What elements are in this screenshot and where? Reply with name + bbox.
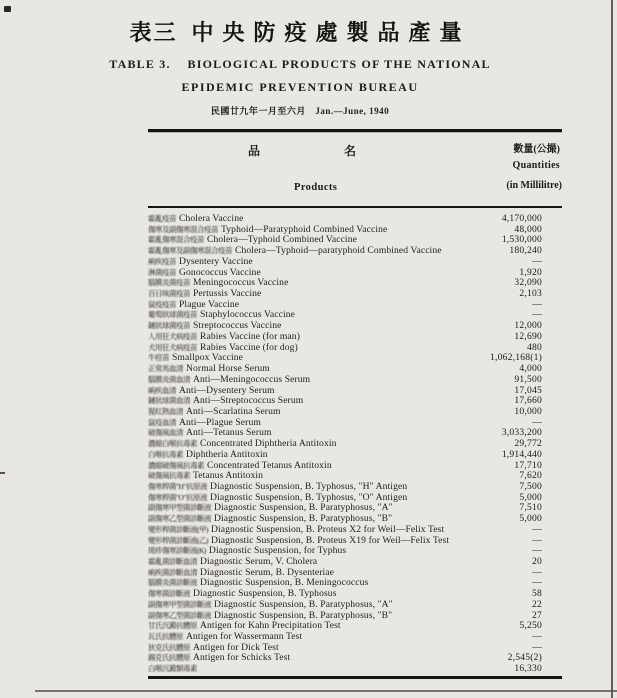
- subtitle-en-line1: BIOLOGICAL PRODUCTS OF THE NATIONAL: [187, 57, 491, 71]
- table-row: [148, 341, 562, 352]
- product-name-chinese: 副傷寒乙型菌診斷液: [148, 514, 211, 524]
- product-name-chinese: 狄克氏抗體原: [148, 642, 190, 652]
- table-row: [148, 651, 562, 662]
- col-header-products: Products: [294, 182, 338, 193]
- quantity-cell: 48,000: [514, 223, 542, 235]
- product-name-english: Diagnostic Suspension, B. Paratyphosus, "A": [214, 502, 393, 514]
- table-row: [148, 426, 562, 437]
- table-row: [148, 598, 562, 609]
- quantity-cell: 58: [532, 588, 542, 600]
- table-row: [148, 223, 562, 234]
- product-name-chinese: 副傷寒甲型菌診斷液: [148, 503, 211, 513]
- table-row: [148, 501, 562, 512]
- product-name-english: Diagnostic Serum, B. Dysenteriae: [200, 566, 335, 578]
- quantity-cell: 22: [532, 598, 542, 610]
- table-rule-header-bottom: [148, 206, 562, 208]
- table-column-headers: [148, 132, 562, 204]
- table-row: [148, 287, 562, 298]
- product-name-cell: [148, 662, 200, 675]
- table-row: [148, 534, 562, 545]
- product-name-chinese: 霍亂疫苗: [148, 214, 176, 223]
- product-name-english: Diagnostic Suspension, B. Paratyphosus, "B": [214, 609, 393, 621]
- product-name-english: Meningococcus Vaccine: [193, 277, 289, 289]
- quantity-cell: 12,000: [514, 320, 542, 332]
- table-row: [148, 437, 562, 448]
- quantity-cell: 7,620: [519, 470, 542, 482]
- product-name-chinese: 霍亂傷寒及副傷寒混合疫苗: [148, 246, 232, 256]
- quantity-cell: 10,000: [514, 405, 542, 417]
- quantity-cell: 20: [532, 556, 542, 567]
- subtitle-en-line2: EPIDEMIC PREVENTION BUREAU: [181, 80, 419, 94]
- quantity-cell: 27: [532, 609, 542, 621]
- product-name-english: Concentrated Diphtheria Antitoxin: [200, 438, 337, 450]
- quantity-cell: 480: [527, 341, 542, 353]
- product-name-cell: [148, 244, 442, 257]
- table-row: [148, 308, 562, 319]
- product-name-chinese: 錫克氏抗體原: [148, 653, 190, 663]
- table-row: [148, 319, 562, 330]
- product-name-english: Anti—Plague Serum: [179, 416, 261, 428]
- table-row: [148, 448, 562, 459]
- product-name-english: Anti—Scarlatina Serum: [186, 405, 281, 417]
- quantity-cell: 4,170,000: [501, 213, 542, 224]
- table-row: [148, 384, 562, 395]
- scan-speck-top-left: [4, 6, 11, 12]
- product-name-chinese: 副傷寒乙型菌診斷液: [148, 610, 211, 620]
- table-row: [148, 491, 562, 502]
- table-row: [148, 276, 562, 287]
- product-name-english: Antigen for Kahn Precipitation Test: [200, 620, 341, 632]
- table-label-english: [0, 57, 600, 72]
- product-name-chinese: 葡萄狀球菌疫苗: [148, 310, 197, 320]
- quantity-cell: —: [532, 566, 542, 578]
- product-name-chinese: 腦膜炎菌血清: [148, 374, 190, 384]
- table-row: [148, 266, 562, 277]
- quantity-cell: —: [532, 416, 542, 428]
- product-name-english: Smallpox Vaccine: [172, 352, 243, 364]
- product-name-english: Diagnostic Suspension, B. Meningococcus: [200, 577, 369, 589]
- product-name-english: Anti—Streptococcus Serum: [193, 395, 304, 407]
- product-name-chinese: 副傷寒甲型菌診斷液: [148, 599, 211, 609]
- table-row: [148, 373, 562, 384]
- product-name-chinese: 傷寒桿菌"H"抗原液: [148, 481, 208, 491]
- product-name-chinese: 霍亂菌診斷血清: [148, 557, 197, 566]
- product-name-chinese: 百日咳菌疫苗: [148, 289, 190, 299]
- product-name-chinese: 濃縮破傷風抗毒素: [148, 460, 204, 470]
- table-row: [148, 233, 562, 244]
- table-row: [148, 394, 562, 405]
- scan-edge-right: [611, 0, 613, 698]
- product-name-chinese: 痢疾血清: [148, 385, 176, 395]
- table-row: [148, 480, 562, 491]
- quantity-cell: 17,710: [514, 459, 542, 471]
- products-table: [148, 129, 562, 679]
- product-name-english: Diagnostic Suspension, B. Typhosus, "H" Antigen: [210, 480, 408, 492]
- quantity-cell: 2,545(2): [507, 652, 542, 664]
- product-name-chinese: 痢疾疫苗: [148, 256, 176, 266]
- quantity-cell: —: [532, 641, 542, 653]
- product-name-chinese: 傷寒桿菌"O"抗原液: [148, 492, 208, 502]
- product-name-english: Diagnostic Suspension, B. Proteus X2 for Weil—Felix Test: [211, 523, 445, 535]
- table-row: [148, 555, 562, 566]
- product-name-chinese: 破傷風抗毒素: [148, 471, 190, 481]
- quantity-cell: 180,240: [509, 245, 542, 257]
- product-name-chinese: 腦膜炎菌診斷液: [148, 578, 197, 588]
- quantity-cell: 2,103: [519, 288, 542, 300]
- quantity-cell: 7,500: [519, 480, 542, 492]
- product-name-english: Cholera—Typhoid Combined Vaccine: [207, 234, 357, 246]
- table-row: [148, 512, 562, 523]
- document-header: [0, 16, 600, 117]
- product-name-english: Staphylococcus Vaccine: [200, 309, 295, 321]
- product-name-english: Cholera—Typhoid—paratyphoid Combined Vaccine: [235, 245, 442, 257]
- scan-edge-bottom: [35, 690, 617, 692]
- product-name-chinese: 痢疾菌診斷血清: [148, 567, 197, 577]
- quantity-cell: 91,500: [514, 373, 542, 385]
- product-name-english: Diagnostic Suspension, B. Paratyphosus, "B": [214, 513, 393, 525]
- quantity-cell: 16,330: [514, 663, 542, 675]
- product-name-english: Diagnostic Serum, V. Cholera: [200, 556, 318, 567]
- product-name-chinese: 牛痘苗: [148, 353, 169, 363]
- quantity-cell: 1,914,440: [501, 448, 542, 460]
- quantity-cell: 29,772: [514, 438, 542, 450]
- product-name-chinese: 破傷風血清: [148, 428, 183, 438]
- product-name-chinese: 傷寒菌診斷液: [148, 589, 190, 599]
- product-name-english: Anti—Meningococcus Serum: [193, 373, 311, 385]
- product-name-chinese: 變形桿菌診斷液(乙): [148, 535, 208, 545]
- col-header-millilitre: (in Millilitre): [506, 180, 562, 191]
- table-row: [148, 212, 562, 223]
- col-header-name-zh-1: 品: [248, 144, 261, 158]
- product-name-english: Streptococcus Vaccine: [193, 320, 282, 332]
- product-name-english: Diagnostic Suspension, B. Proteus X19 for Weil—Felix Test: [211, 534, 450, 546]
- quantity-cell: 1,530,000: [501, 234, 542, 246]
- product-name-chinese: 鼠疫血清: [148, 417, 176, 427]
- product-name-english: Diagnostic Suspension, B. Typhosus: [193, 588, 337, 600]
- product-name-chinese: 正常馬血清: [148, 364, 183, 374]
- table-row: [148, 523, 562, 534]
- product-name-english: Anti—Tetanus Serum: [186, 427, 272, 439]
- quantity-cell: 17,045: [514, 384, 542, 396]
- quantity-cell: 1,920: [519, 266, 542, 278]
- table-row: [148, 459, 562, 470]
- product-name-english: Rabies Vaccine (for man): [200, 330, 300, 342]
- quantity-cell: 7,510: [519, 502, 542, 514]
- product-name-english: Tetanus Antitoxin: [193, 470, 264, 482]
- product-name-chinese: 鏈狀球菌疫苗: [148, 321, 190, 331]
- table-row: [148, 362, 562, 373]
- table-row: [148, 609, 562, 620]
- table-row: [148, 641, 562, 652]
- table-number-zh: 表三: [129, 20, 178, 45]
- quantity-cell: —: [532, 523, 542, 535]
- product-name-chinese: 濃縮白喉抗毒素: [148, 439, 197, 449]
- product-name-english: Anti—Dysentery Serum: [179, 384, 275, 396]
- title-main-zh: 中央防疫處製品產量: [191, 20, 471, 45]
- product-name-chinese: 猩紅熱血清: [148, 406, 183, 416]
- product-name-chinese: 腦膜炎菌疫苗: [148, 278, 190, 288]
- quantity-cell: —: [532, 631, 542, 643]
- table-row: [148, 244, 562, 255]
- product-name-english: Diphtheria Antitoxin: [186, 448, 268, 460]
- date-range-line: 民國廿九年一月至六月 Jan.—June, 1940: [210, 106, 390, 116]
- product-name-english: Gonococcus Vaccine: [179, 266, 261, 278]
- quantity-cell: —: [532, 255, 542, 267]
- product-name-english: Antigen for Schicks Test: [193, 652, 291, 664]
- product-name-english: Antigen for Wassermann Test: [186, 631, 303, 643]
- product-name-english: Diagnostic Suspension, B. Paratyphosus, "A": [214, 598, 393, 610]
- product-name-chinese: 瓦氏抗體原: [148, 632, 183, 642]
- quantity-cell: 5,000: [519, 491, 542, 503]
- quantity-cell: —: [532, 298, 542, 310]
- quantity-cell: 5,250: [519, 620, 542, 632]
- product-name-chinese: 變形桿菌診斷液(甲): [148, 524, 208, 534]
- quantity-cell: —: [532, 309, 542, 321]
- product-name-chinese: 白喉沉澱類毒素: [148, 664, 197, 674]
- product-name-chinese: 鼠疫疫苗: [148, 299, 176, 309]
- quantity-cell: 3,033,200: [501, 427, 542, 439]
- table-row: [148, 576, 562, 587]
- product-name-chinese: 白喉抗毒素: [148, 449, 183, 459]
- product-name-chinese: 鏈狀球菌血清: [148, 396, 190, 406]
- quantity-cell: —: [532, 534, 542, 546]
- product-name-chinese: 人用狂犬病疫苗: [148, 331, 197, 341]
- scan-speck-left: [0, 472, 5, 474]
- product-name-english: Cholera Vaccine: [179, 213, 244, 224]
- table-row: [148, 405, 562, 416]
- product-name-english: Normal Horse Serum: [186, 363, 270, 375]
- table-row: [148, 351, 562, 362]
- col-header-qty-zh: 數量(公撮): [513, 144, 560, 155]
- product-name-english: Diagnostic Suspension, for Typhus: [208, 545, 347, 557]
- product-name-chinese: 淋菌疫苗: [148, 267, 176, 277]
- product-name-chinese: 犬用狂犬病疫苗: [148, 342, 197, 352]
- table-label-en-text: TABLE 3.: [109, 57, 171, 71]
- table-row: [148, 416, 562, 427]
- quantity-cell: 1,062,168(1): [490, 352, 542, 364]
- col-header-name-zh-2: 名: [344, 144, 357, 158]
- product-name-english: Dysentery Vaccine: [179, 255, 253, 267]
- product-name-english: Concentrated Tetanus Antitoxin: [207, 459, 332, 471]
- product-name-chinese: 甘氏沉澱抗體原: [148, 621, 197, 631]
- table-row: [148, 469, 562, 480]
- product-name-english: Pertussis Vaccine: [193, 288, 262, 300]
- product-name-english: Diagnostic Suspension, B. Typhosus, "O" Antigen: [210, 491, 408, 503]
- quantity-cell: 5,000: [519, 513, 542, 525]
- quantity-cell: 12,690: [514, 330, 542, 342]
- product-name-english: Plague Vaccine: [179, 298, 240, 310]
- product-name-chinese: 霍亂傷寒混合疫苗: [148, 235, 204, 245]
- table-row: [148, 566, 562, 577]
- product-name-chinese: 斑疹傷寒診斷液(K): [148, 546, 206, 556]
- quantity-cell: 17,660: [514, 395, 542, 407]
- product-name-english: Antigen for Dick Test: [193, 641, 279, 653]
- table-row: [148, 330, 562, 341]
- product-name-english: Rabies Vaccine (for dog): [200, 341, 298, 353]
- table-row: [148, 298, 562, 309]
- table-rows: [148, 212, 562, 673]
- quantity-cell: 32,090: [514, 277, 542, 289]
- table-rule-bottom: [148, 676, 562, 679]
- quantity-cell: 4,000: [519, 363, 542, 375]
- quantity-cell: —: [532, 577, 542, 589]
- quantity-cell: —: [532, 545, 542, 557]
- page-title-chinese: [0, 16, 600, 47]
- col-header-quantities: Quantities: [512, 160, 560, 171]
- product-name-chinese: 傷寒及副傷寒混合疫苗: [148, 224, 218, 234]
- table-row: [148, 630, 562, 641]
- product-name-english: Typhoid—Paratyphoid Combined Vaccine: [221, 223, 388, 235]
